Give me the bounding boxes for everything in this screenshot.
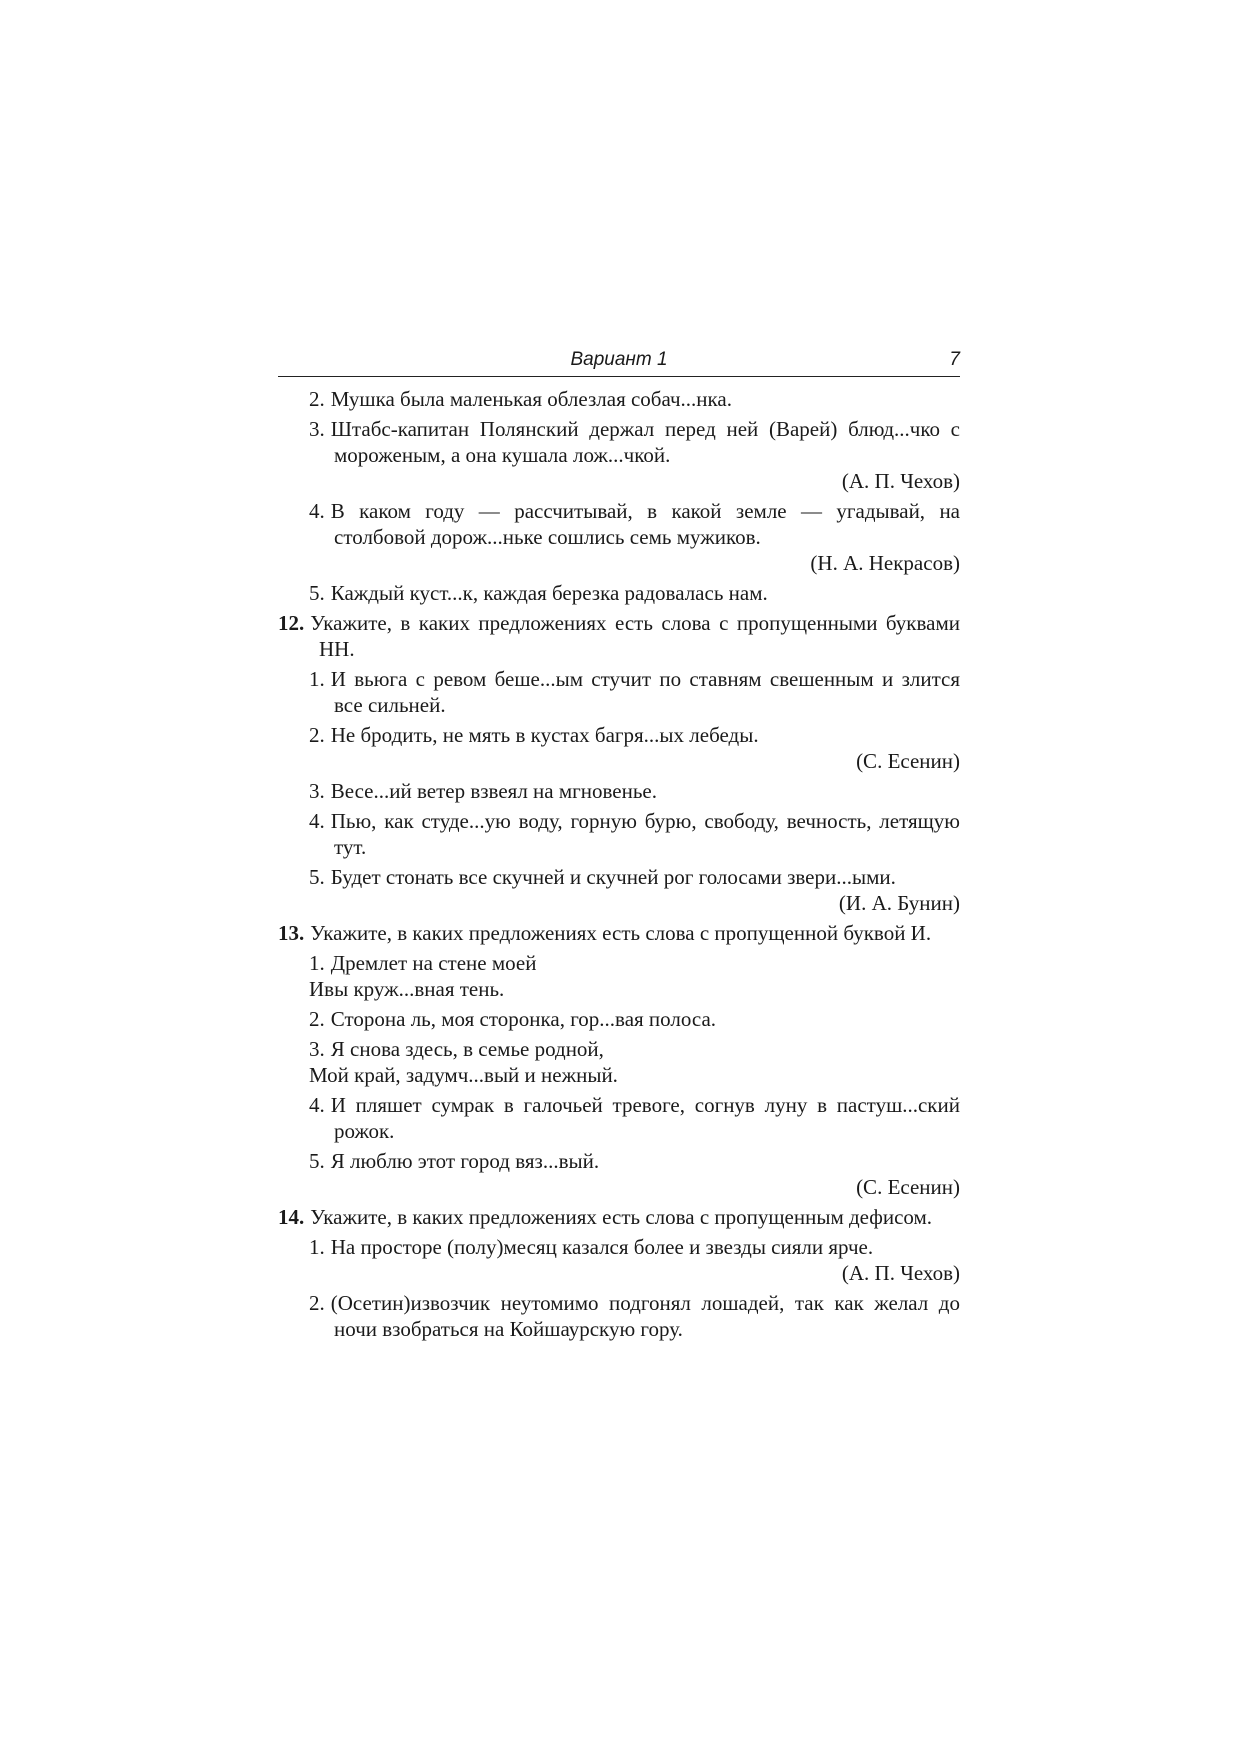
verse-line: Я снова здесь, в семье родной,	[330, 1037, 604, 1061]
task-number: 13.	[278, 921, 305, 945]
task-12	[278, 610, 960, 662]
item-text: (Осетин)извозчик неутомимо подгонял лошадей, так как желал до ночи взобраться на Койшаурскую гору.	[330, 1291, 960, 1341]
item-number: 3.	[309, 779, 325, 803]
author-attribution: (А. П. Чехов)	[841, 1261, 960, 1285]
list-item	[278, 666, 960, 718]
item-text: Сторона ль, моя сторонка, гор...вая полоса.	[330, 1007, 717, 1031]
list-item	[278, 386, 960, 412]
item-number: 2.	[309, 1291, 325, 1315]
item-text: Пью, как студе...ую воду, горную бурю, свободу, вечность, летящую тут.	[330, 809, 960, 859]
item-number: 4.	[309, 499, 325, 523]
list-item	[278, 498, 960, 550]
item-number: 1.	[309, 951, 325, 975]
item-number: 1.	[309, 1235, 325, 1259]
task-text: Укажите, в каких предложениях есть слова с пропущенной буквой И.	[310, 921, 932, 945]
item-text: И пляшет сумрак в галочьей тревоге, согнув луну в пастуш...ский рожок.	[330, 1093, 960, 1143]
item-text: И вьюга с ревом беше...ым стучит по ставням свешенным и злится все сильней.	[330, 667, 960, 717]
verse-line: Дремлет на стене моей	[330, 951, 537, 975]
item-text: Я люблю этот город вяз...вый.	[330, 1149, 600, 1173]
item-text: Не бродить, не мять в кустах багря...ых лебеды.	[330, 723, 759, 747]
item-number: 3.	[309, 417, 325, 441]
item-text: Весе...ий ветер взвеял на мгновенье.	[330, 779, 657, 803]
author-attribution: (И. А. Бунин)	[838, 891, 960, 915]
item-number: 3.	[309, 1037, 325, 1061]
list-item	[278, 1036, 960, 1088]
list-item	[278, 416, 960, 468]
item-number: 2.	[309, 1007, 325, 1031]
verse-line: Ивы круж...вная тень.	[309, 977, 505, 1001]
author-attribution: (Н. А. Некрасов)	[810, 551, 960, 575]
item-text: Мушка была маленькая облезлая собач...нка.	[330, 387, 732, 411]
author-attribution: (А. П. Чехов)	[841, 469, 960, 493]
item-number: 4.	[309, 809, 325, 833]
list-item	[278, 808, 960, 860]
item-text: В каком году — рассчитывай, в какой земле — угадывай, на столбовой дорож...ньке сошлись семь мужиков.	[330, 499, 960, 549]
list-item	[278, 1234, 960, 1260]
item-number: 1.	[309, 667, 325, 691]
item-number: 5.	[309, 1149, 325, 1173]
author-attribution: (С. Есенин)	[856, 749, 960, 773]
list-item	[278, 864, 960, 890]
task-13	[278, 920, 960, 946]
page-content	[278, 382, 960, 1342]
list-item	[278, 1148, 960, 1174]
list-item	[278, 1290, 960, 1342]
page-number: 7	[949, 349, 960, 370]
list-item	[278, 1006, 960, 1032]
task-number: 12.	[278, 611, 305, 635]
verse-line: Мой край, задумч...вый и нежный.	[309, 1063, 618, 1087]
item-text: Каждый куст...к, каждая березка радовалась нам.	[330, 581, 768, 605]
list-item	[278, 1092, 960, 1144]
item-number: 2.	[309, 723, 325, 747]
item-number: 2.	[309, 387, 325, 411]
item-text: Будет стонать все скучней и скучней рог голосами звери...ыми.	[330, 865, 896, 889]
list-item	[278, 580, 960, 606]
item-number: 5.	[309, 581, 325, 605]
task-14	[278, 1204, 960, 1230]
list-item	[278, 950, 960, 1002]
running-title: Вариант 1	[570, 349, 668, 370]
page-header	[278, 346, 960, 377]
item-text: Штабс-капитан Полянский держал перед ней (Варей) блюд...чко с мороженым, а она кушала лож...чкой.	[330, 417, 960, 467]
task-text: Укажите, в каких предложениях есть слова с пропущенным дефисом.	[310, 1205, 933, 1229]
item-number: 4.	[309, 1093, 325, 1117]
item-text: На просторе (полу)месяц казался более и звезды сияли ярче.	[330, 1235, 874, 1259]
list-item	[278, 778, 960, 804]
author-attribution: (С. Есенин)	[856, 1175, 960, 1199]
item-number: 5.	[309, 865, 325, 889]
list-item	[278, 722, 960, 748]
task-text: Укажите, в каких предложениях есть слова с пропущенными буквами НН.	[310, 611, 960, 661]
task-number: 14.	[278, 1205, 305, 1229]
